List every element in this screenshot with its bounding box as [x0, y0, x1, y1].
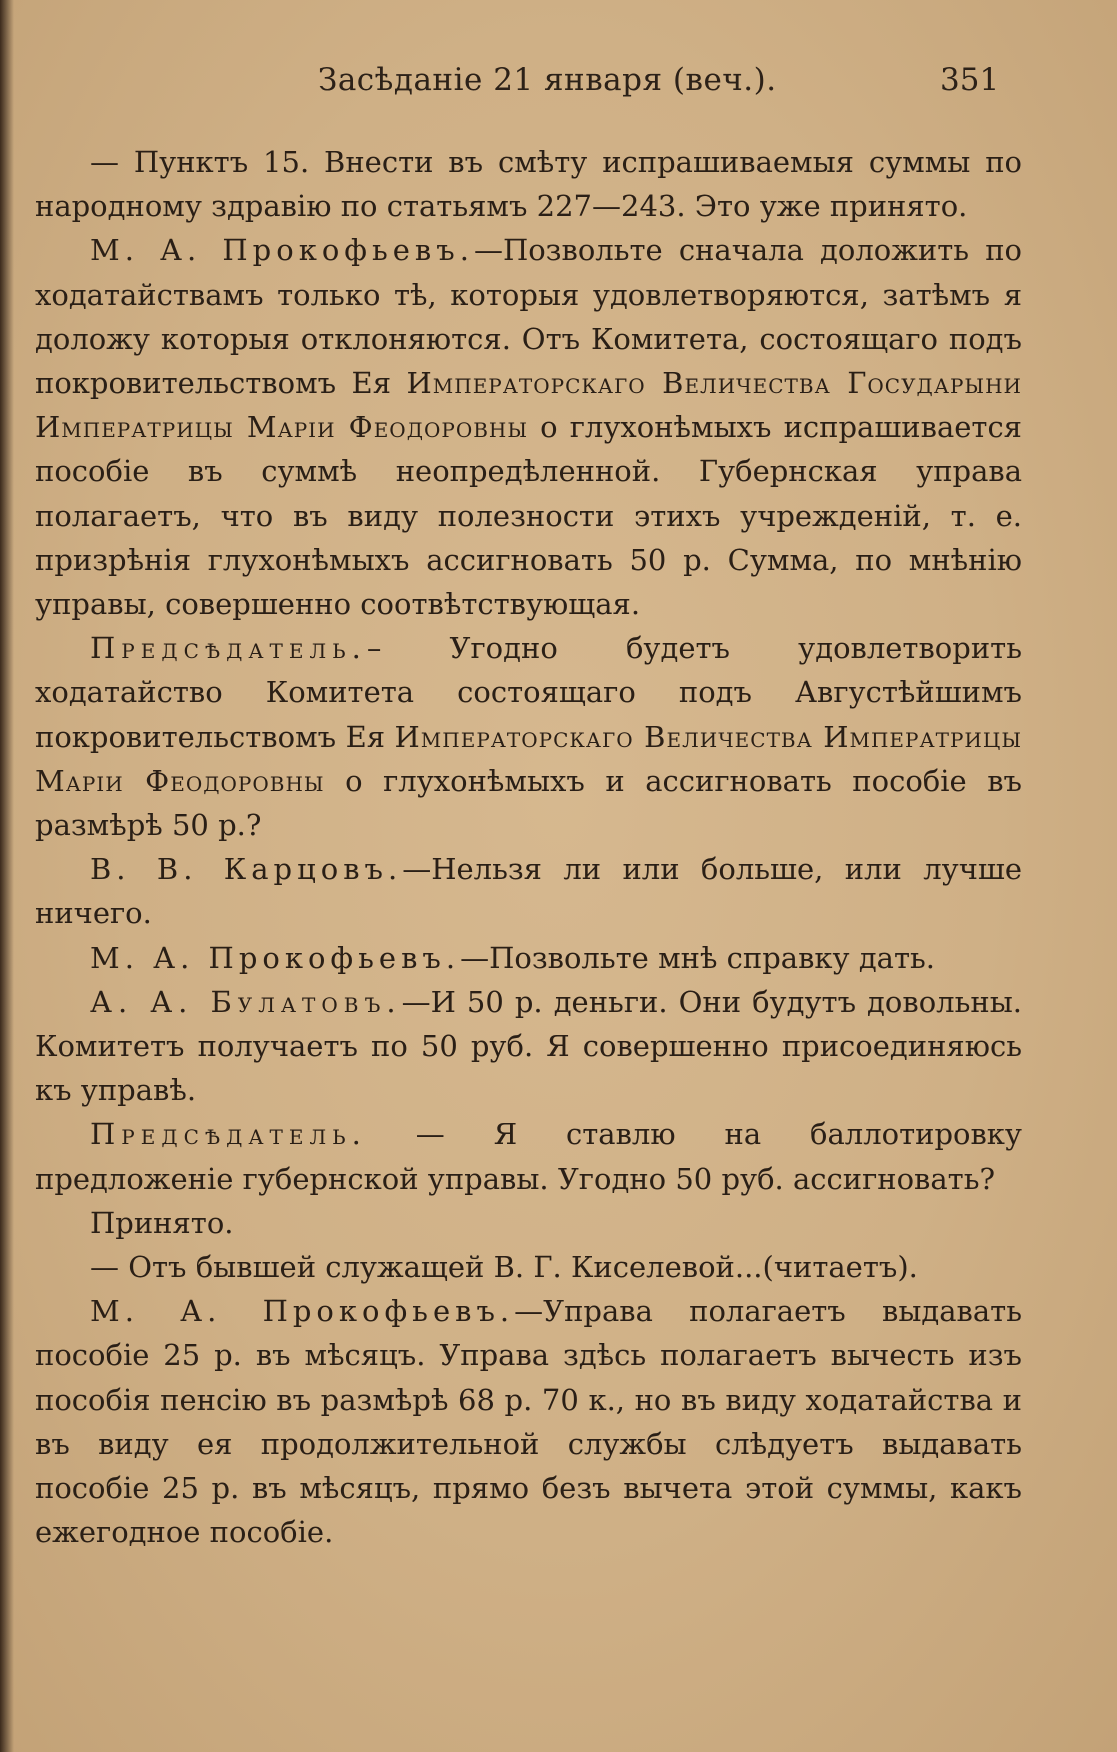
paragraph-text: о глухонѣмыхъ и ассигновать пособіе въ размѣрѣ 50 р.?	[35, 763, 1022, 843]
speaker-name: Предсѣдатель.	[90, 1117, 367, 1152]
paragraph-kiseleva	[35, 1245, 1022, 1289]
paragraph-prokofiev-1	[35, 228, 1022, 626]
page-body	[35, 140, 1022, 1555]
paragraph-text: — Пунктъ 15. Внести въ смѣту испрашиваемыя суммы по народному здравію по статьямъ 227—243. Это уже принято.	[35, 145, 1022, 224]
paragraph-text: —Нельзя ли или больше, или лучше ничего.	[35, 852, 1022, 931]
header-title: Засѣданіе 21 января (веч.).	[318, 62, 777, 98]
speaker-name: М. А. Прокофьевъ.	[90, 1294, 515, 1329]
paragraph-bulatov	[35, 980, 1022, 1113]
paragraph-text: —Управа полагаетъ выдавать пособіе 25 р. въ мѣсяцъ. Управа здѣсь полагаетъ вычесть изъ пособія пенсію въ размѣрѣ 68 р. 70 к., но въ виду ходатайства и въ виду ея продолжительной службы слѣдуетъ выдавать пособіе 25 р. въ мѣсяцъ, прямо безъ вычета этой суммы, какъ ежегодное пособіе.	[35, 1294, 1022, 1550]
speaker-name: В. В. Карцовъ.	[90, 852, 403, 887]
paragraph-kartsov	[35, 847, 1022, 935]
paragraph-text: Принято.	[90, 1205, 234, 1240]
speaker-name: М. А. Прокофьевъ.	[90, 233, 474, 268]
paragraph-text: — Отъ бывшей служащей В. Г. Киселевой...(читаетъ).	[90, 1250, 918, 1285]
page-binding-shadow	[0, 0, 14, 1752]
paragraph-prokofiev-2	[35, 936, 1022, 980]
speaker-name: А. А. Булатовъ.	[90, 984, 402, 1019]
imperial-title: Императорскаго Величества Государыни Императрицы Маріи Феодоровны	[35, 366, 1022, 445]
paragraph-text: —И 50 р. деньги. Они будутъ довольны. Комитетъ получаетъ по 50 руб. Я совершенно присоединяюсь къ управѣ.	[35, 984, 1022, 1108]
paragraph-text: о глухонѣмыхъ испрашивается пособіе въ суммѣ неопредѣленной. Губернская управа полагаетъ, что въ виду полезности этихъ учрежденій, т. е. призрѣнія глухонѣмыхъ ассигновать 50 р. Сумма, по мнѣнію управы, совершенно соотвѣтствующая.	[35, 410, 1022, 622]
page-number: 351	[940, 62, 1000, 98]
paragraph-text: — Я ставлю на баллотировку предложеніе губернской управы. Угодно 50 руб. ассигновать?	[35, 1117, 1022, 1196]
paragraph-chairman-1	[35, 626, 1022, 847]
paragraph-item-15	[35, 140, 1022, 228]
paragraph-text: —Позвольте мнѣ справку дать.	[460, 940, 936, 975]
paragraph-accepted	[35, 1201, 1022, 1245]
speaker-name: Предсѣдатель.	[90, 631, 367, 666]
speaker-name: М. А. Прокофьевъ.	[90, 940, 461, 975]
running-header	[0, 62, 1117, 112]
paragraph-text: —Позвольте сначала доложить по ходатайствамъ только тѣ, которыя удовлетворяются, затѣмъ я доложу которыя отклоняются. Отъ Комитета, состоящаго подъ покровительствомъ Ея	[35, 233, 1022, 401]
paragraph-chairman-2	[35, 1112, 1022, 1200]
paragraph-text: – Угодно будетъ удовлетворить ходатайство Комитета состоящаго подъ Августѣйшимъ покровительствомъ Ея	[35, 631, 1022, 754]
imperial-title: Императорскаго Величества Императрицы Маріи Феодоровны	[35, 719, 1022, 798]
paragraph-prokofiev-3	[35, 1289, 1022, 1554]
